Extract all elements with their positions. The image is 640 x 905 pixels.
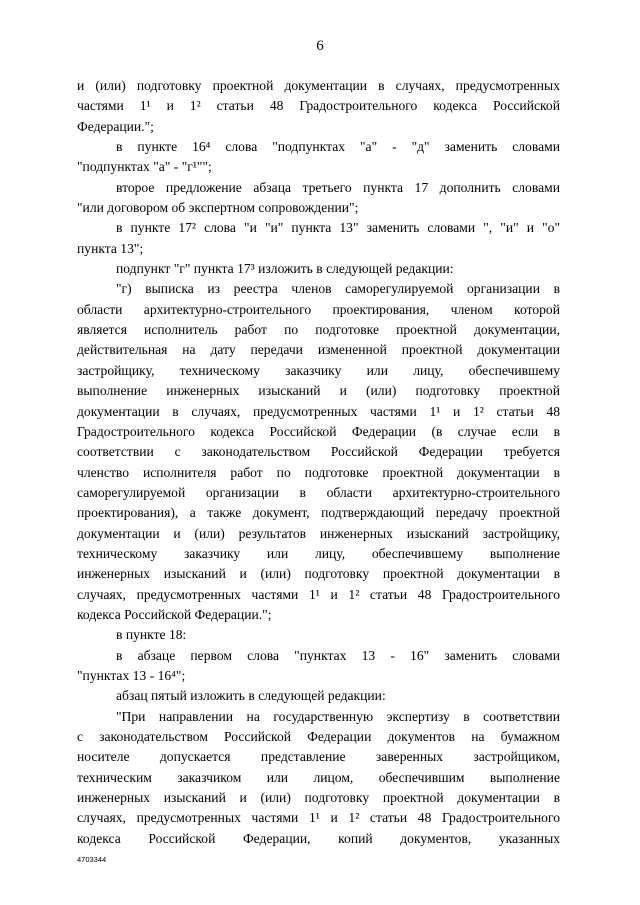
text-line: соответствии с законодательством Российской Федерации требуется (77, 444, 560, 460)
text-line: техническому заказчику или лицу, обеспечившему выполнение (77, 545, 560, 561)
text-line: членство исполнителя работ по подготовке проектной документации в (77, 464, 560, 480)
text-line: носителе допускается представление заверенных застройщиком, (77, 749, 560, 765)
text-line: "или договором об экспертном сопровождении"; (77, 200, 359, 216)
text-line: случаях, предусмотренных частями 1¹ и 1² статьи 48 Градостроительного (77, 810, 560, 826)
text-line: Федерации."; (77, 118, 154, 134)
text-line: проектирования), а также документ, подтверждающий передачу проектной (77, 505, 560, 521)
text-line: выполнение инженерных изысканий и (или) подготовку проектной (77, 383, 560, 399)
document-code: 4703344 (77, 855, 107, 864)
document-body (77, 76, 560, 849)
text-line: второе предложение абзаца третьего пункта 17 дополнить словами (116, 179, 560, 195)
text-line: документации и (или) результатов инженерных изысканий застройщику, (77, 525, 560, 541)
text-line: в пункте 18: (116, 627, 187, 643)
text-line: саморегулируемой организации в области архитектурно-строительного (77, 484, 560, 500)
text-line: "При направлении на государственную экспертизу в соответствии (116, 708, 560, 724)
text-line: в пункте 16⁴ слова "подпунктах "а" - "д" заменить словами (116, 139, 560, 155)
text-line: застройщику, техническому заказчику или лицу, обеспечившему (77, 362, 560, 378)
text-line: с законодательством Российской Федерации документов на бумажном (77, 729, 560, 744)
text-line: инженерных изысканий и (или) подготовку проектной документации в (77, 790, 560, 806)
text-line: действительная на дату передачи измененной проектной документации (77, 342, 560, 358)
text-line: Градостроительного кодекса Российской Федерации (в случае если в (77, 423, 560, 439)
text-line: документации в случаях, предусмотренных частями 1¹ и 1² статьи 48 (77, 403, 560, 419)
text-line: в абзаце первом слова "пунктах 13 - 16" заменить словами (116, 647, 560, 663)
text-line: подпункт "г" пункта 17³ изложить в следующей редакции: (116, 261, 454, 277)
text-line: кодекса Российской Федерации."; (77, 606, 272, 622)
text-line: пункта 13"; (77, 240, 144, 256)
text-line: области архитектурно-строительного проектирования, членом которой (77, 301, 560, 317)
text-line: "подпунктах "а" - "г¹""; (77, 159, 212, 175)
text-line: и (или) подготовку проектной документации в случаях, предусмотренных (77, 78, 560, 93)
text-line: абзац пятый изложить в следующей редакции: (116, 688, 386, 704)
text-line: является исполнитель работ по подготовке проектной документации, (77, 322, 560, 338)
text-line: случаях, предусмотренных частями 1¹ и 1² статьи 48 Градостроительного (77, 586, 560, 602)
text-line: кодекса Российской Федерации, копий документов, указанных (77, 830, 560, 846)
text-line: частями 1¹ и 1² статьи 48 Градостроительного кодекса Российской (77, 98, 560, 114)
page-number: 6 (316, 38, 324, 54)
text-line: в пункте 17² слова "и "и" пункта 13" заменить словами ", "и" и "о" (116, 220, 560, 236)
text-line: "г) выписка из реестра членов саморегулируемой организации в (116, 281, 560, 297)
text-line: техническим заказчиком или лицом, обеспечившим выполнение (77, 769, 560, 785)
text-line: инженерных изысканий и (или) подготовку проектной документации в (77, 566, 560, 582)
text-line: "пунктах 13 - 16⁴"; (77, 667, 186, 683)
